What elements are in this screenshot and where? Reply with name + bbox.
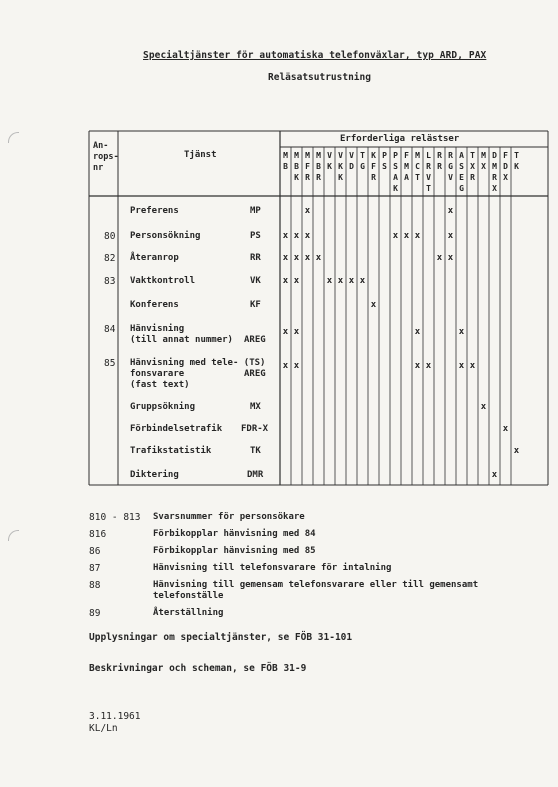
- relay-column-letter: A: [459, 151, 464, 160]
- note-text: Förbikopplar hänvisning med 85: [153, 546, 316, 556]
- relay-mark: x: [480, 402, 487, 412]
- relay-column-letter: K: [393, 184, 398, 193]
- relay-column-letter: R: [305, 173, 310, 182]
- relay-column-letter: E: [459, 173, 464, 182]
- relay-column-header: [445, 150, 456, 183]
- relay-mark: x: [304, 231, 311, 241]
- relay-column-header: [467, 150, 478, 183]
- service-code: MX: [250, 402, 261, 412]
- note-code: 86: [89, 546, 101, 557]
- service-name: Trafikstatistik: [130, 446, 212, 456]
- relay-mark: x: [425, 361, 432, 371]
- relay-mark: x: [282, 253, 289, 263]
- service-name: Diktering: [130, 470, 179, 480]
- relay-column-header: [412, 150, 423, 183]
- relay-column-letter: M: [492, 162, 497, 171]
- service-code: DMR: [247, 470, 264, 480]
- relay-mark: x: [293, 231, 300, 241]
- relay-column-letter: P: [382, 151, 387, 160]
- header-anrops-nr: An-: [93, 141, 109, 151]
- relay-mark: x: [370, 300, 377, 310]
- info-line: Beskrivningar och scheman, se FÖB 31-9: [89, 663, 307, 674]
- relay-column-header: [368, 150, 379, 183]
- relay-mark: x: [293, 253, 300, 263]
- relay-column-letter: C: [415, 162, 420, 171]
- service-code: AREG: [244, 369, 266, 379]
- relay-column-letter: P: [393, 151, 398, 160]
- relay-mark: x: [414, 361, 421, 371]
- relay-column-letter: X: [481, 162, 486, 171]
- relay-mark: x: [359, 276, 366, 286]
- relay-column-letter: B: [316, 162, 321, 171]
- relay-column-letter: V: [448, 173, 453, 182]
- service-code: FDR-X: [241, 424, 269, 434]
- service-name: Gruppsökning: [130, 402, 196, 412]
- relay-column-header: [335, 150, 346, 183]
- relay-mark: x: [293, 327, 300, 337]
- document-initials: KL/Ln: [89, 723, 118, 734]
- relay-mark: x: [337, 276, 344, 286]
- relay-column-header: [302, 150, 313, 183]
- relay-mark: x: [458, 327, 465, 337]
- relay-mark: x: [315, 253, 322, 263]
- row-number: 83: [104, 276, 116, 287]
- relay-column-letter: K: [327, 162, 332, 171]
- service-code: AREG: [244, 335, 266, 345]
- relay-column-letter: F: [404, 151, 409, 160]
- relay-column-letter: M: [316, 151, 321, 160]
- relay-mark: x: [282, 327, 289, 337]
- relay-column-letter: M: [283, 151, 288, 160]
- note-code: 810 - 813: [89, 512, 141, 523]
- relay-mark: x: [469, 361, 476, 371]
- relay-mark: x: [502, 424, 509, 434]
- relay-column-letter: V: [349, 151, 354, 160]
- relay-column-letter: L: [426, 151, 431, 160]
- relay-column-letter: R: [437, 151, 442, 160]
- relay-mark: x: [304, 206, 311, 216]
- relay-column-letter: T: [360, 151, 365, 160]
- relay-column-header: [291, 150, 302, 183]
- relay-column-letter: V: [338, 151, 343, 160]
- relay-column-letter: D: [503, 162, 508, 171]
- relay-column-letter: D: [492, 151, 497, 160]
- header-anrops-nr: nr: [93, 163, 104, 173]
- service-name: Preferens: [130, 206, 179, 216]
- note-code: 87: [89, 563, 101, 574]
- relay-column-letter: S: [382, 162, 387, 171]
- note-text: Hänvisning till telefonsvarare för intalning: [153, 563, 392, 573]
- relay-column-letter: D: [349, 162, 354, 171]
- relay-column-letter: K: [371, 151, 376, 160]
- relay-column-letter: S: [393, 162, 398, 171]
- relay-mark: x: [326, 276, 333, 286]
- relay-mark: x: [348, 276, 355, 286]
- note-text: Hänvisning till gemensam telefonsvarare eller till gemensamt: [153, 580, 479, 590]
- service-code: PS: [250, 231, 261, 241]
- relay-mark: x: [414, 231, 421, 241]
- note-text: telefonställe: [153, 591, 224, 601]
- relay-mark: x: [403, 231, 410, 241]
- info-line: Upplysningar om specialtjänster, se FÖB 31-101: [89, 632, 353, 643]
- page-subtitle: Reläsatsutrustning: [268, 72, 371, 83]
- relay-mark: x: [436, 253, 443, 263]
- header-tjanst: Tjänst: [184, 150, 217, 160]
- document-date: 3.11.1961: [89, 711, 141, 722]
- relay-column-letter: A: [393, 173, 398, 182]
- relay-column-header: [379, 150, 390, 172]
- relay-column-letter: F: [305, 162, 310, 171]
- relay-column-header: [280, 150, 291, 172]
- relay-column-letter: R: [448, 151, 453, 160]
- relay-mark: x: [414, 327, 421, 337]
- relay-column-letter: M: [305, 151, 310, 160]
- relay-column-letter: F: [503, 151, 508, 160]
- note-text: Återställning: [153, 608, 224, 618]
- relay-column-header: [346, 150, 357, 172]
- relay-column-letter: M: [481, 151, 486, 160]
- service-name: fonsvarare: [130, 369, 185, 379]
- service-name: Återanrop: [130, 253, 179, 263]
- relay-mark: x: [293, 276, 300, 286]
- relay-column-letter: T: [514, 151, 519, 160]
- relay-column-header: [401, 150, 412, 183]
- relay-column-letter: X: [492, 184, 497, 193]
- relay-mark: x: [447, 206, 454, 216]
- relay-column-letter: R: [316, 173, 321, 182]
- service-name: Hänvisning: [130, 324, 185, 334]
- relay-column-letter: X: [470, 162, 475, 171]
- relay-column-letter: F: [371, 162, 376, 171]
- note-text: Förbikopplar hänvisning med 84: [153, 529, 316, 539]
- relay-column-letter: B: [283, 162, 288, 171]
- service-name: Vaktkontroll: [130, 276, 196, 286]
- header-anrops-nr: rops-: [93, 152, 119, 162]
- relay-column-letter: R: [437, 162, 442, 171]
- relay-column-header: [313, 150, 324, 183]
- relay-column-letter: S: [459, 162, 464, 171]
- relay-mark: x: [447, 231, 454, 241]
- relay-column-header: [434, 150, 445, 172]
- relay-column-header: [478, 150, 489, 172]
- relay-column-letter: A: [404, 173, 409, 182]
- relay-mark: x: [282, 231, 289, 241]
- relay-column-header: [390, 150, 401, 194]
- service-name: Hänvisning med tele- (TS): [130, 358, 266, 368]
- relay-mark: x: [491, 470, 498, 480]
- relay-column-letter: G: [360, 162, 365, 171]
- service-code: VK: [250, 276, 261, 286]
- relay-column-letter: K: [338, 173, 343, 182]
- service-name: Personsökning: [130, 231, 201, 241]
- relay-column-letter: M: [294, 151, 299, 160]
- row-number: 84: [104, 324, 116, 335]
- relay-mark: x: [282, 361, 289, 371]
- service-code: TK: [250, 446, 261, 456]
- relay-column-letter: T: [470, 151, 475, 160]
- relay-column-letter: R: [470, 173, 475, 182]
- relay-mark: x: [392, 231, 399, 241]
- note-code: 816: [89, 529, 107, 540]
- note-code: 89: [89, 608, 101, 619]
- relay-column-letter: K: [294, 173, 299, 182]
- relay-column-header: [324, 150, 335, 172]
- header-erforderliga: Erforderliga relästser: [340, 134, 460, 144]
- relay-column-letter: R: [492, 173, 497, 182]
- relay-column-letter: M: [415, 151, 420, 160]
- relay-mark: x: [282, 276, 289, 286]
- note-code: 88: [89, 580, 101, 591]
- service-name: Konferens: [130, 300, 179, 310]
- row-number: 80: [104, 231, 116, 242]
- relay-mark: x: [293, 361, 300, 371]
- relay-column-letter: R: [426, 162, 431, 171]
- relay-column-header: [456, 150, 467, 194]
- relay-mark: x: [458, 361, 465, 371]
- relay-mark: x: [304, 253, 311, 263]
- relay-column-letter: K: [514, 162, 519, 171]
- relay-column-letter: G: [448, 162, 453, 171]
- relay-column-header: [423, 150, 434, 194]
- service-name: (fast text): [130, 380, 190, 390]
- service-code: KF: [250, 300, 261, 310]
- service-name: (till annat nummer): [130, 335, 233, 345]
- relay-column-letter: T: [426, 184, 431, 193]
- relay-column-letter: G: [459, 184, 464, 193]
- relay-column-letter: R: [371, 173, 376, 182]
- relay-column-letter: B: [294, 162, 299, 171]
- service-code: MP: [250, 206, 261, 216]
- relay-column-header: [489, 150, 500, 194]
- service-name: Förbindelsetrafik: [130, 424, 223, 434]
- relay-column-header: [511, 150, 522, 172]
- relay-mark: x: [513, 446, 520, 456]
- relay-column-header: [357, 150, 368, 172]
- relay-mark: x: [447, 253, 454, 263]
- relay-column-letter: M: [404, 162, 409, 171]
- service-code: RR: [250, 253, 261, 263]
- relay-column-letter: V: [327, 151, 332, 160]
- row-number: 85: [104, 358, 116, 369]
- relay-column-letter: V: [426, 173, 431, 182]
- row-number: 82: [104, 253, 116, 264]
- note-text: Svarsnummer för personsökare: [153, 512, 305, 522]
- relay-column-letter: T: [415, 173, 420, 182]
- relay-column-header: [500, 150, 511, 183]
- relay-column-letter: K: [338, 162, 343, 171]
- relay-column-letter: X: [503, 173, 508, 182]
- page-title: Specialtjänster för automatiska telefonväxlar, typ ARD, PAX: [143, 50, 487, 61]
